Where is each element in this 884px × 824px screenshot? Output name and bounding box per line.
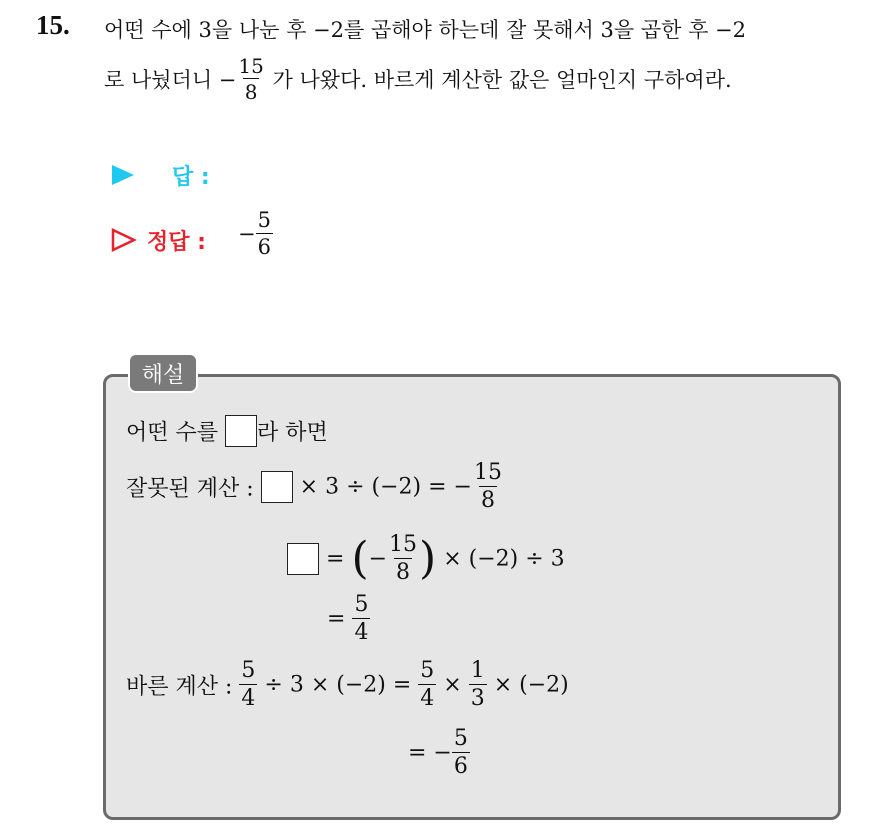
line-3-denominator: 8 xyxy=(396,560,411,585)
question-fraction-denominator: 8 xyxy=(244,80,258,104)
line-3-fraction xyxy=(387,534,419,584)
wrong-calc-denominator: 8 xyxy=(480,488,495,513)
line-6-denominator: 6 xyxy=(453,754,468,779)
unknown-box xyxy=(261,471,293,503)
question-line-2 xyxy=(104,56,732,102)
line-3-equals: = xyxy=(326,546,345,572)
unknown-box xyxy=(287,543,319,575)
solution-line-3 xyxy=(287,534,565,584)
line-6-equals: = − xyxy=(408,740,452,766)
unknown-box xyxy=(225,415,257,447)
outline-triangle-icon xyxy=(111,228,137,252)
right-calc-label: 바른 계산 : xyxy=(126,674,233,700)
correct-answer-denominator: 6 xyxy=(257,235,271,259)
line-4-fraction xyxy=(352,594,370,644)
right-calc-fraction-2 xyxy=(418,660,436,710)
line-6-fraction xyxy=(452,728,470,778)
solution-line-1-end: 라 하면 xyxy=(257,420,328,446)
right-calc-numerator-1: 5 xyxy=(241,658,256,683)
solution-line-4 xyxy=(327,594,370,644)
question-fraction xyxy=(236,56,265,102)
right-calc-denominator-1: 4 xyxy=(241,686,256,711)
wrong-calc-fraction xyxy=(472,462,504,512)
right-calc-fraction-3 xyxy=(469,660,487,710)
right-calc-denominator-2: 4 xyxy=(420,686,435,711)
right-calc-rest: × (−2) xyxy=(493,672,569,698)
question-line-1: 어떤 수에 3을 나눈 후 −2를 곱해야 하는데 잘 못해서 3을 곱한 후 −2 xyxy=(104,18,746,42)
line-4-denominator: 4 xyxy=(354,620,369,645)
question-line-2-start: 로 나눴더니 − xyxy=(104,68,237,92)
question-line-2-end: 가 나왔다. 바르게 계산한 값은 얼마인지 구하여라. xyxy=(272,68,732,92)
line-6-numerator: 5 xyxy=(453,726,468,751)
right-calc-numerator-3: 1 xyxy=(470,658,485,683)
solution-line-6 xyxy=(408,728,470,778)
right-calc-times: × xyxy=(443,672,462,698)
left-parenthesis: ( xyxy=(351,533,369,584)
right-parenthesis: ) xyxy=(419,533,437,584)
correct-answer-sign: − xyxy=(238,222,256,246)
answer-label: 답 : xyxy=(172,165,210,190)
solution-line-1-start: 어떤 수를 xyxy=(126,420,219,446)
wrong-calc-label: 잘못된 계산 : xyxy=(126,476,254,502)
wrong-calc-expression: × 3 ÷ (−2) = − xyxy=(299,474,472,500)
solution-line-1 xyxy=(126,415,328,447)
line-3-minus: − xyxy=(368,546,388,572)
question-number: 15. xyxy=(36,10,70,40)
solution-tab: 해설 xyxy=(128,353,198,393)
play-triangle-icon xyxy=(111,164,135,186)
correct-answer-numerator: 5 xyxy=(257,208,271,232)
right-calc-middle: ÷ 3 × (−2) = xyxy=(264,672,412,698)
right-calc-denominator-3: 3 xyxy=(470,686,485,711)
question-fraction-numerator: 15 xyxy=(238,54,264,78)
line-4-equals: = xyxy=(327,606,346,632)
solution-line-2 xyxy=(126,462,504,512)
line-3-rest: × (−2) ÷ 3 xyxy=(443,546,565,572)
right-calc-numerator-2: 5 xyxy=(420,658,435,683)
right-calc-fraction-1 xyxy=(239,660,257,710)
correct-answer-label: 정답 : xyxy=(147,230,206,255)
line-4-numerator: 5 xyxy=(354,592,369,617)
wrong-calc-numerator: 15 xyxy=(473,460,502,485)
line-3-numerator: 15 xyxy=(389,532,418,557)
solution-line-5 xyxy=(126,660,569,710)
correct-answer-fraction xyxy=(256,210,273,258)
correct-answer-value xyxy=(238,210,273,258)
